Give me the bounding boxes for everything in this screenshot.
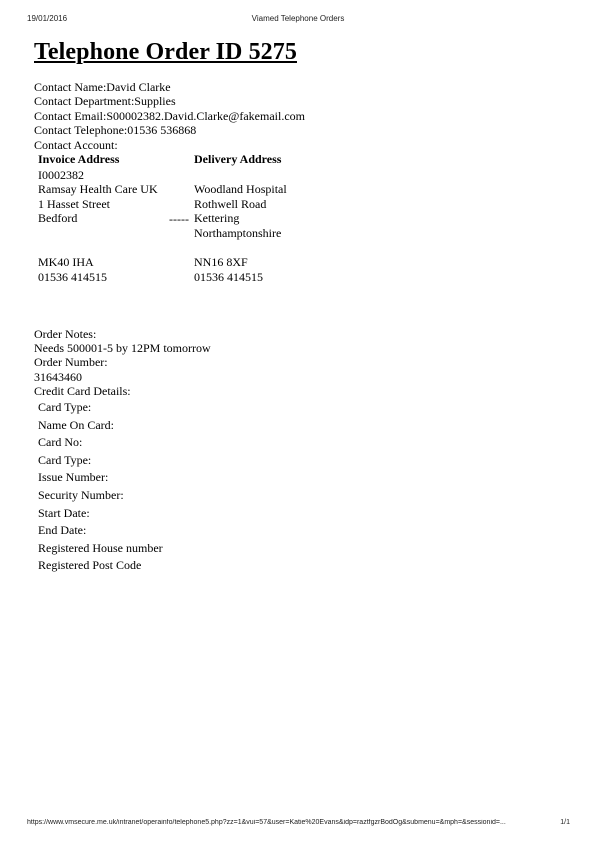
delivery-line: Northamptonshire: [194, 226, 282, 240]
delivery-line: Woodland Hospital: [194, 182, 287, 197]
contact-account: Contact Account:: [34, 137, 118, 152]
contact-telephone: Contact Telephone:01536 536868: [34, 123, 197, 138]
credit-card-fields: [34, 399, 564, 575]
delivery-line: Kettering: [194, 211, 240, 226]
print-footer: [0, 819, 596, 831]
registered-house-number-field: Registered House number: [38, 540, 163, 555]
order-notes-value: Needs 500001-5 by 12PM tomorrow: [34, 341, 211, 356]
invoice-address-column: [38, 152, 158, 284]
contact-department: Contact Department:Supplies: [34, 94, 176, 109]
start-date-field: Start Date:: [38, 505, 90, 520]
issue-number-field: Issue Number:: [38, 470, 109, 485]
end-date-field: End Date:: [38, 523, 87, 538]
card-type-field: Card Type:: [38, 452, 92, 467]
card-number-field: Card No:: [38, 435, 83, 450]
print-page-title: Viamed Telephone Orders: [251, 14, 345, 23]
invoice-line: [38, 241, 158, 256]
order-title: Telephone Order ID 5275: [34, 39, 297, 65]
print-header: [0, 14, 596, 26]
invoice-line: Ramsay Health Care UK: [38, 182, 158, 197]
contact-email: Contact Email:S00002382.David.Clarke@fakemail.com: [34, 108, 305, 123]
address-table: [34, 152, 564, 292]
delivery-line: Rothwell Road: [194, 196, 267, 211]
order-notes-label: Order Notes:: [34, 327, 97, 342]
contact-details: [34, 80, 564, 152]
invoice-line: MK40 IHA: [38, 255, 94, 270]
print-url: https://www.vmsecure.me.uk/intranet/operainfo/telephone5.php?zz=1&vui=57&user=Katie%20Evans&idp=raztfgzrBodOg&submenu=&mph=&sessionid=...: [27, 819, 506, 826]
card-type-field: Card Type:: [38, 400, 92, 415]
registered-post-code-field: Registered Post Code: [38, 558, 142, 573]
name-on-card-field: Name On Card:: [38, 417, 114, 432]
order-number-value: 31643460: [34, 369, 82, 384]
invoice-line: Bedford: [38, 211, 78, 226]
delivery-line: NN16 8XF: [194, 255, 248, 270]
order-number-label: Order Number:: [34, 355, 108, 370]
delivery-line: [194, 168, 287, 183]
order-notes-section: [34, 327, 564, 398]
delivery-line: 01536 414515: [194, 269, 263, 284]
invoice-line: 01536 414515: [38, 269, 107, 284]
address-separator: -----: [169, 212, 189, 227]
delivery-address-column: [194, 152, 287, 284]
contact-name: Contact Name:David Clarke: [34, 80, 171, 94]
credit-card-label: Credit Card Details:: [34, 383, 131, 398]
invoice-line: 1 Hasset Street: [38, 196, 110, 211]
order-document: [34, 36, 564, 575]
invoice-line: [38, 226, 158, 241]
page-number: 1/1: [560, 819, 570, 826]
security-number-field: Security Number:: [38, 488, 124, 503]
invoice-line: I0002382: [38, 167, 84, 182]
print-date: 19/01/2016: [27, 14, 68, 23]
delivery-line: [194, 241, 287, 256]
delivery-address-heading: Delivery Address: [194, 152, 282, 167]
invoice-address-heading: Invoice Address: [38, 152, 120, 167]
